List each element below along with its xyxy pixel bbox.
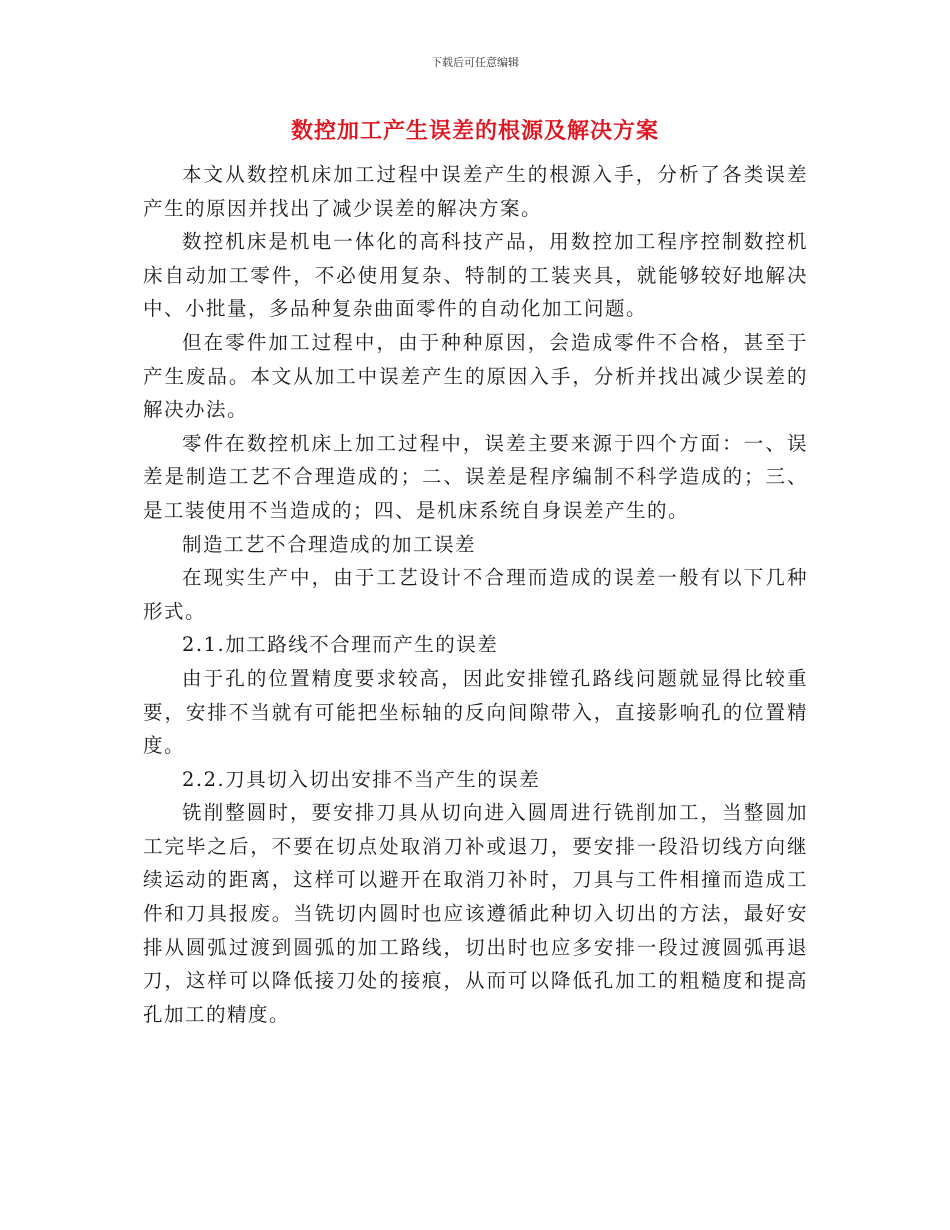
header-note: 下载后可任意编辑 [431,56,519,69]
section-heading: 2.2.刀具切入切出安排不当产生的误差 [182,767,541,791]
section-heading: 2.1.加工路线不合理而产生的误差 [182,633,499,657]
paragraph: 由于孔的位置精度要求较高，因此安排镗孔路线问题就显得比较重要，安排不当就有可能把坐标轴的反向间隙带入，直接影响孔的位置精度。 [143,666,808,758]
document-body [143,158,808,1031]
document-title: 数控加工产生误差的根源及解决方案 [290,118,659,144]
paragraph: 在现实生产中，由于工艺设计不合理而造成的误差一般有以下几种形式。 [143,566,808,623]
paragraph: 本文从数控机床加工过程中误差产生的根源入手，分析了各类误差产生的原因并找出了减少误差的解决方案。 [143,163,808,220]
paragraph: 铣削整圆时，要安排刀具从切向进入圆周进行铣削加工，当整圆加工完毕之后，不要在切点处取消刀补或退刀，要安排一段沿切线方向继续运动的距离，这样可以避开在取消刀补时，刀具与工件相撞而造成工件和刀具报废。当铣切内圆时也应该遵循此种切入切出的方法，最好安排从圆弧过渡到圆弧的加工路线，切出时也应多安排一段过渡圆弧再退刀，这样可以降低接刀处的接痕，从而可以降低孔加工的粗糙度和提高孔加工的精度。 [143,801,808,1026]
section-heading: 制造工艺不合理造成的加工误差 [182,532,477,556]
paragraph: 数控机床是机电一体化的高科技产品，用数控加工程序控制数控机床自动加工零件，不必使用复杂、特制的工装夹具，就能够较好地解决中、小批量，多品种复杂曲面零件的自动化加工问题。 [143,230,808,321]
paragraph: 零件在数控机床上加工过程中，误差主要来源于四个方面：一、误差是制造工艺不合理造成的；二、误差是程序编制不科学造成的；三、是工装使用不当造成的；四、是机床系统自身误差产生的。 [143,431,808,522]
paragraph: 但在零件加工过程中，由于种种原因，会造成零件不合格，甚至于产生废品。本文从加工中误差产生的原因入手，分析并找出减少误差的解决办法。 [143,330,808,422]
